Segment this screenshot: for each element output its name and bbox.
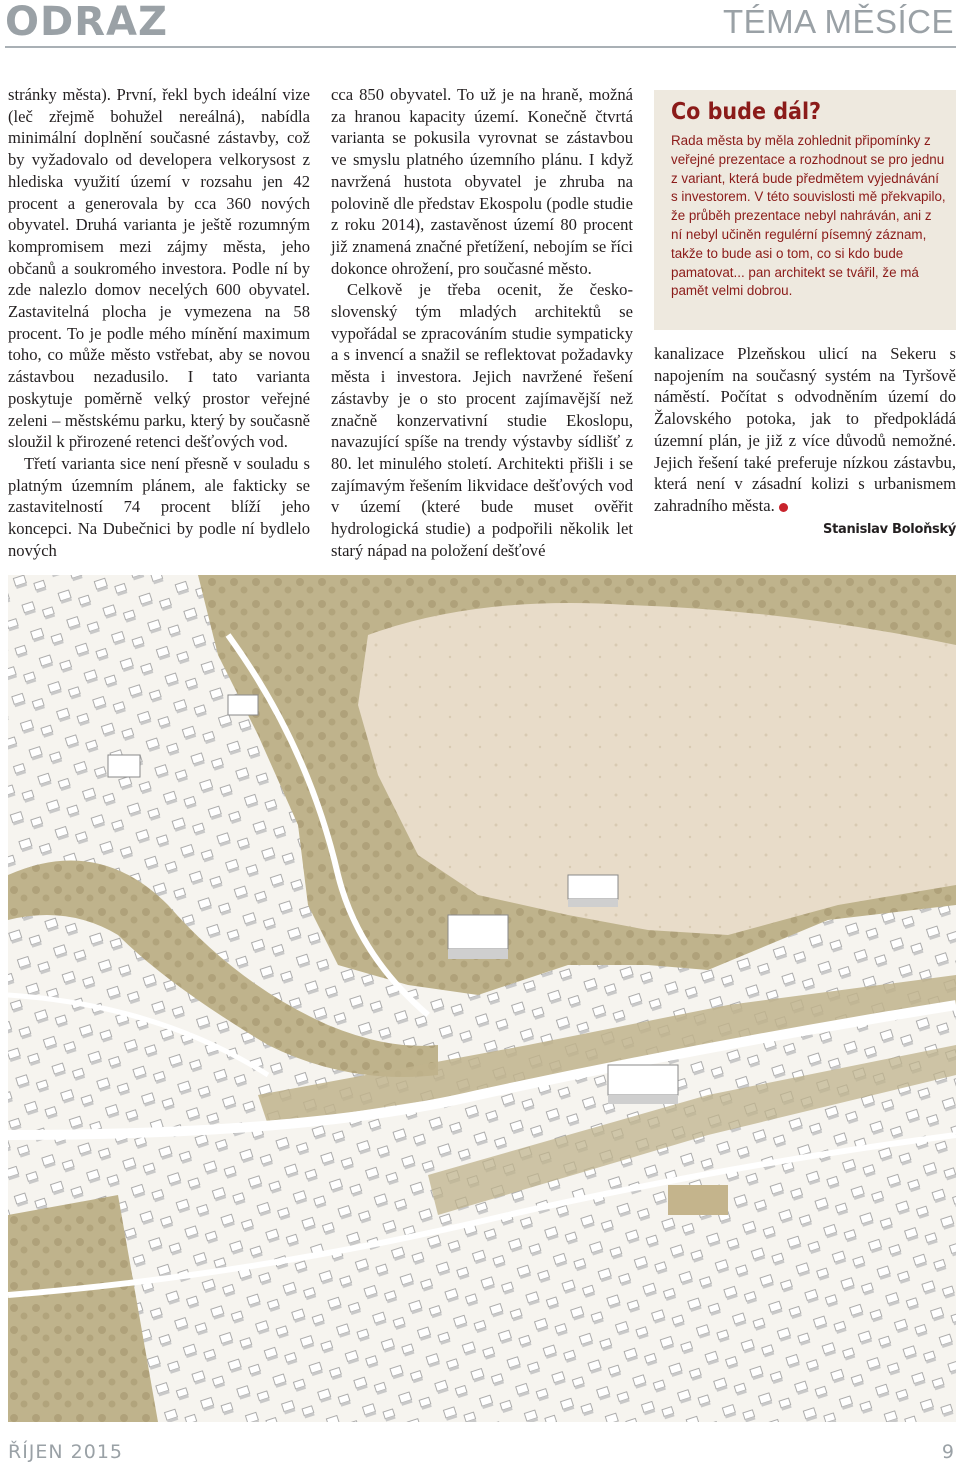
paragraph: Celkově je třeba ocenit, že česko-slovenský tým mladých architektů se vypořádal se zpracováním studie sympaticky a s invencí a snažil se reflektovat požadavky města i investora. Jejich navržené řešení zástavby je o sto procent zajímavější než značně konzervativní studie Ekoslopu, navazující spíše na trendy výstavby sídlišť z 80. let minulého století. Architekti přišli i se zajímavým řešením likvidace dešťových vod v území (které bude muset ověřit hydrologická studie) a podpořili několik let starý nápad na položení dešťové <box>331 280 633 560</box>
sidebar-box <box>654 90 956 330</box>
paragraph-text: kanalizace Plzeňskou ulicí na Sekeru s napojením na současný systém na Tyršově náměstí. Počítat s odvodněním území do Žalovského potoka, jak to předpokládá územní plán, je již z více důvodů nemožné. Jejich řešení také preferuje nízkou zástavbu, která není v zásadní kolizi s urbanismem zahradního města. <box>654 344 956 515</box>
magazine-logo: ODRAZ <box>5 0 168 45</box>
article-column-2 <box>331 84 633 561</box>
issue-date: ŘÍJEN 2015 <box>8 1441 124 1463</box>
end-bullet-icon <box>779 503 788 512</box>
paragraph: stránky města). První, řekl bych ideální vize (leč zřejmě bohužel nereálná), nabídla minimální doplnění současné zástavby, což by vyžadovalo od developera velkorysost z hlediska využití území v rozsahu jen 42 procent a generovala by cca 360 nových obyvatel. Druhá varianta je ještě rozumným kompromisem mezi zájmy města, jeho občanů a soukromého investora. Podle ní by zde nalezlo domov necelých 600 obyvatel. Zastavitelná plocha je vymezena na 58 procent. To je podle mého mínění maximum toho, co může město vstřebat, aby se novou zástavbou nezadusilo. I tato varianta poskytuje poměrně velký prostor veřejné zeleni – městskému parku, který by současně sloužil k přirozené retenci dešťových vod. <box>8 85 310 452</box>
paragraph <box>654 343 956 517</box>
section-title: TÉMA MĚSÍCE <box>722 3 954 40</box>
article-column-3 <box>654 343 956 540</box>
paragraph: Třetí varianta sice není přesně v souladu s platným územním plánem, ale fakticky se zastavitelností 74 procent blíží jeho koncepci. Na Dubečnici by podle ní bydlelo nových <box>8 453 310 560</box>
aerial-site-visualization <box>8 575 956 1422</box>
aerial-map-graphic <box>8 575 956 1422</box>
author-name: Stanislav Boloňský <box>823 521 956 537</box>
sidebar-title: Co bude dál? <box>671 99 822 125</box>
header-rule <box>5 46 956 48</box>
paragraph: cca 850 obyvatel. To už je na hraně, možná za hranou kapacity území. Konečně čtvrtá varianta se pokusila vyrovnat se zástavbou ve smyslu platného územního plánu. I když navržená hustota obyvatel je zhruba na polovině dle představ Ekospolu (podle studie z roku 2014), zastavěnost území 80 procent již znamená značné přetížení, nebojím se říci dokonce ohrožení, pro současné město. <box>331 85 633 278</box>
page-header <box>0 0 960 48</box>
article-column-1 <box>8 84 310 561</box>
sidebar-text: Rada města by měla zohlednit připomínky z veřejné prezentace a rozhodnout se pro jednu z variant, která bude předmětem vyjednávání s investorem. V této souvislosti mě překvapilo, že průběh prezentace nebyl nahráván, ani z ní nebyl učiněn regulérní písemný záznam, takže to bude asi o tom, co si kdo bude pamatovat... pan architekt se tvářil, že má pamět velmi dobrou. <box>671 133 946 299</box>
page-number: 9 <box>941 1441 954 1463</box>
